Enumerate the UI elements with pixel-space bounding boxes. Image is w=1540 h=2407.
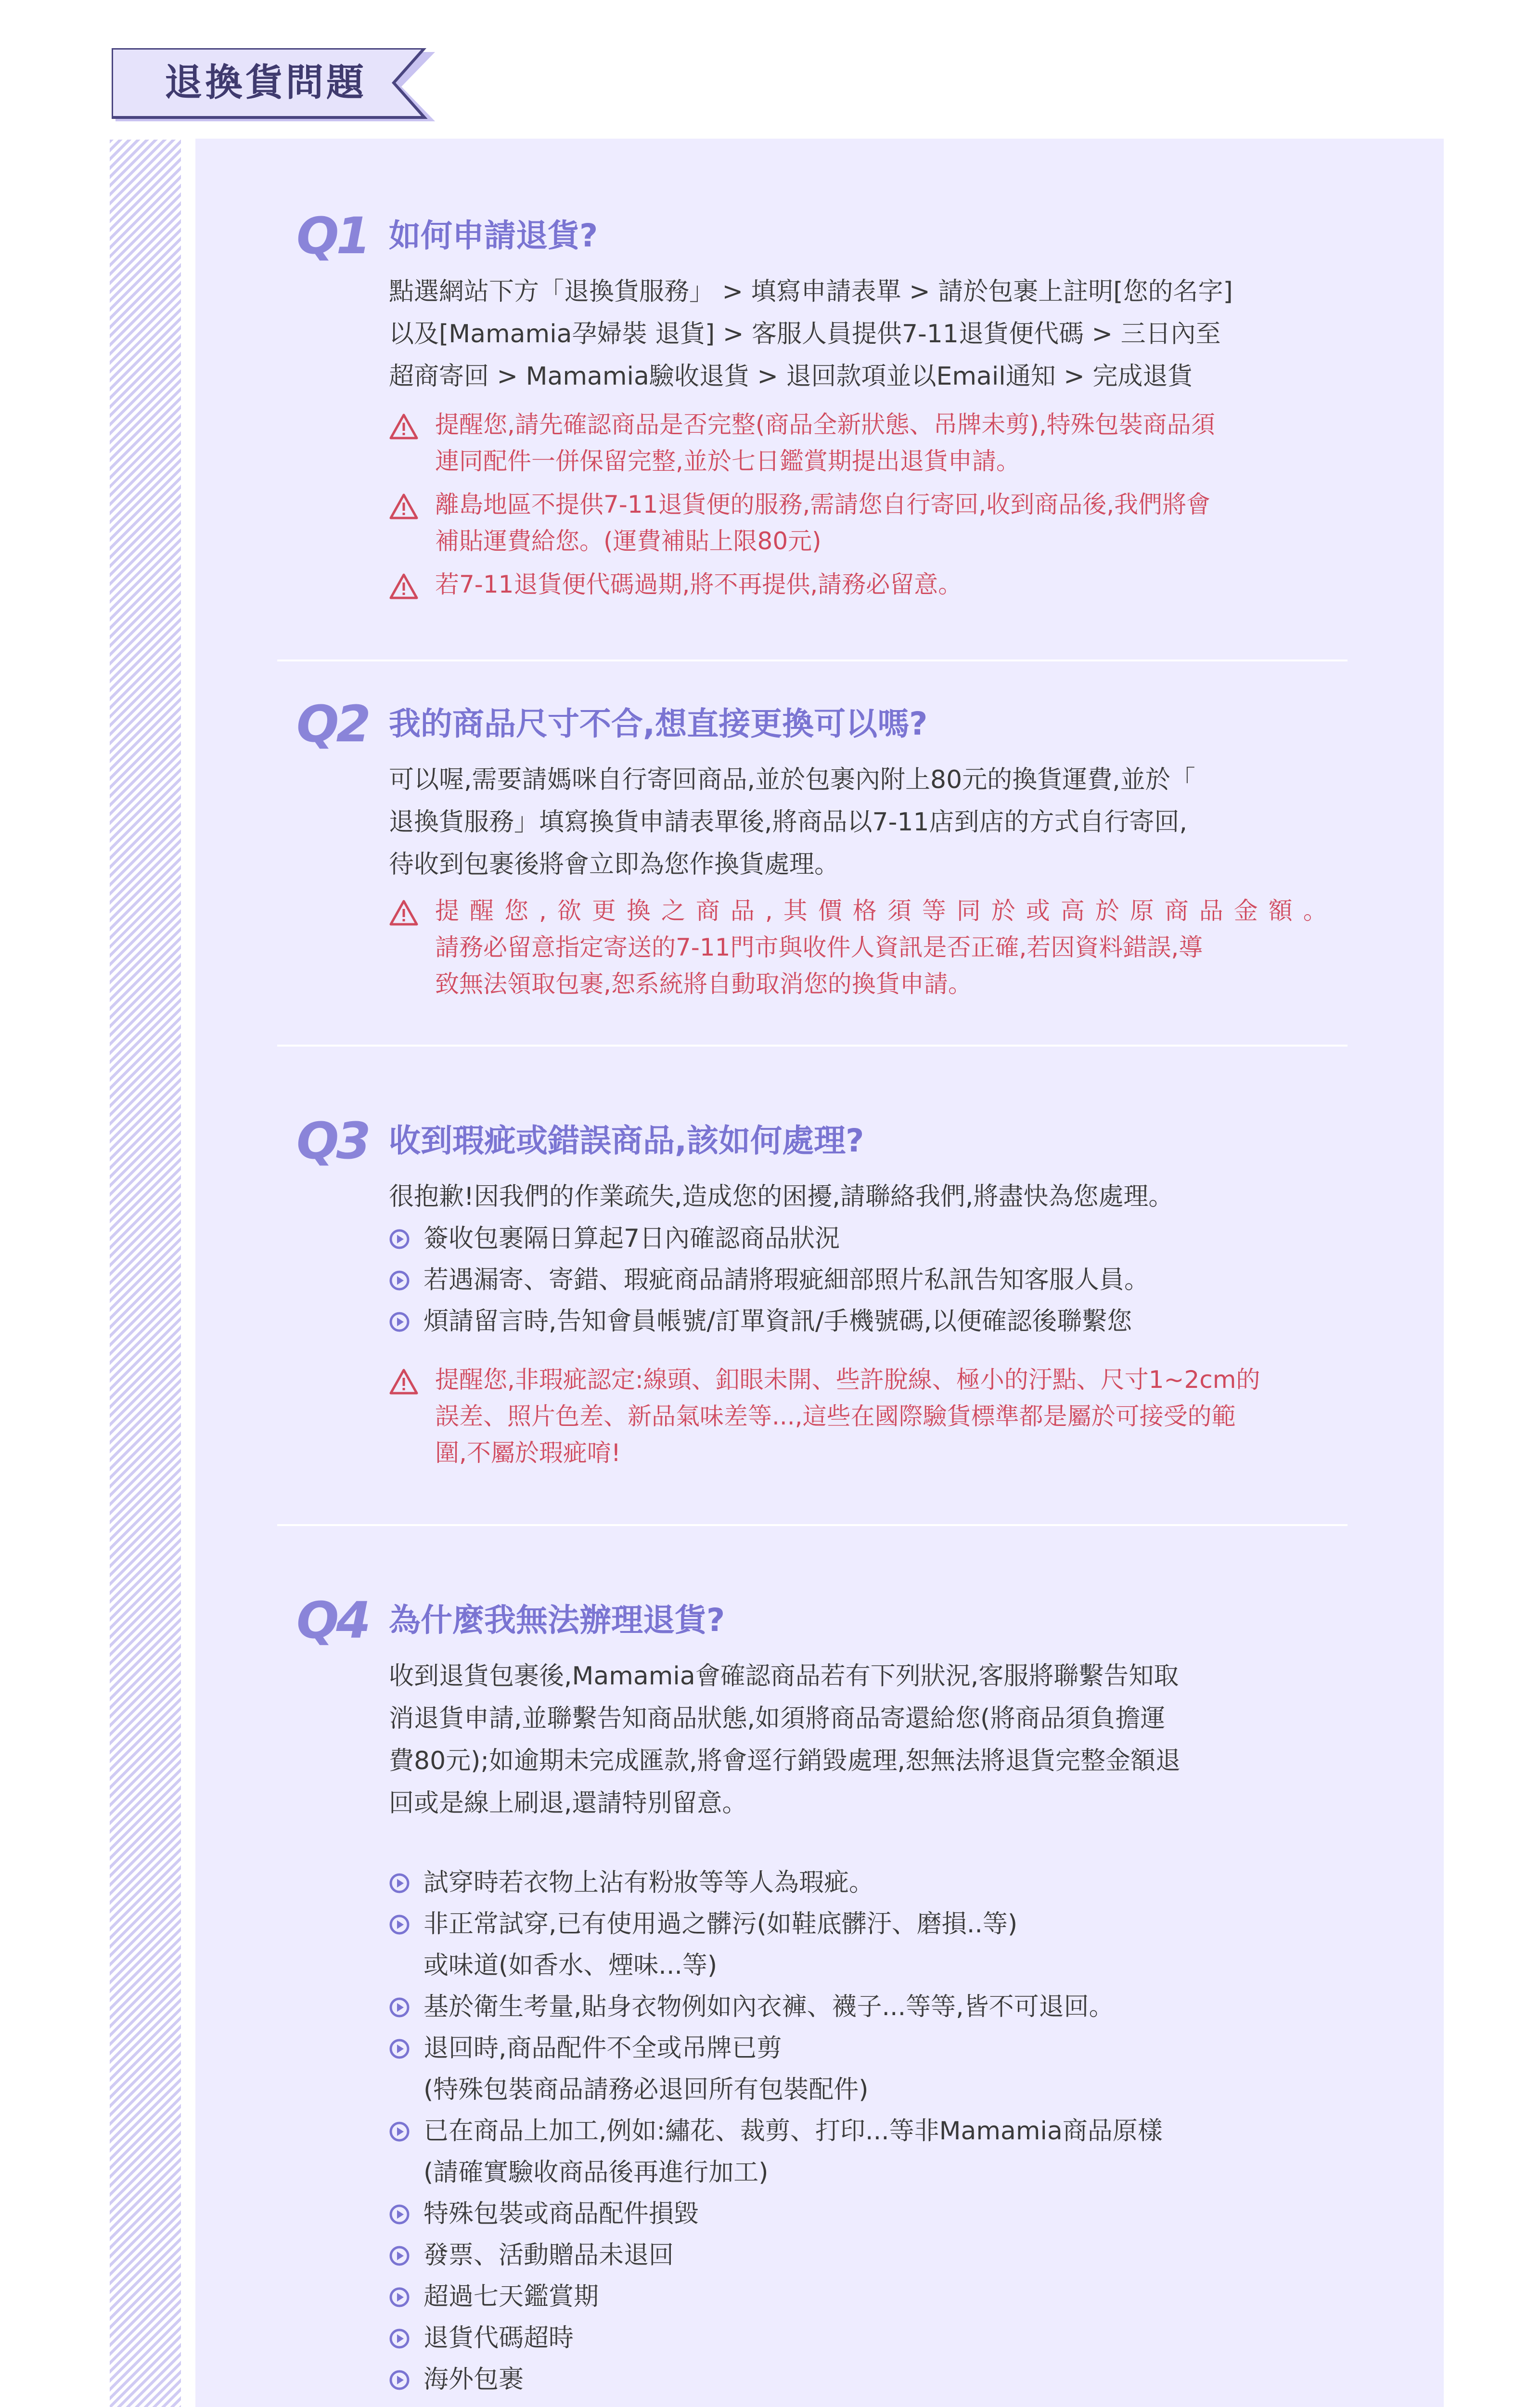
q1-answer: 點選網站下方「退換貨服務」 > 填寫申請表單 > 請於包裹上註明[您的名字] 以及[Mamamia孕婦裝 退貨] > 客服人員提供7-11退貨便代碼 > 三日內至 超商寄回 > Mamamia驗收退貨 > 退回款項並以Email通知 > 完成退貨 xyxy=(389,277,1233,391)
q3-question: 收到瑕疵或錯誤商品,該如何處理? xyxy=(389,1122,864,1159)
section-header-tab xyxy=(112,48,439,117)
q3-answer: 很抱歉!因我們的作業疏失,造成您的困擾,請聯絡我們,將盡快為您處理。 xyxy=(389,1182,1174,1211)
circle-play-icon xyxy=(389,2287,410,2308)
list-item: 退回時,商品配件不全或吊牌已剪 (特殊包裝商品請務必退回所有包裝配件) xyxy=(389,2028,1351,2110)
q4-question: 為什麼我無法辦理退貨? xyxy=(389,1602,725,1639)
q3-bullet-list xyxy=(389,1218,1351,1342)
q2-answer: 可以喔,需要請媽咪自行寄回商品,並於包裹內附上80元的換貨運費,並於「 退換貨服務」填寫換貨申請表單後,將商品以7-11店到店的方式自行寄回, 待收到包裹後將會立即為您作換貨處理。 xyxy=(389,765,1195,879)
circle-play-icon xyxy=(389,1914,410,1935)
circle-play-icon xyxy=(389,2328,410,2349)
list-item: 若遇漏寄、寄錯、瑕疵商品請將瑕疵細部照片私訊告知客服人員。 xyxy=(389,1259,1351,1301)
faq-q4 xyxy=(296,1591,1355,2400)
q2-badge: Q2 xyxy=(296,695,368,753)
circle-play-icon xyxy=(389,1997,410,2018)
warning-triangle-icon xyxy=(389,573,419,600)
warning-triangle-icon xyxy=(389,1368,419,1395)
circle-play-icon xyxy=(389,1873,410,1894)
circle-play-icon xyxy=(389,2204,410,2225)
page-title: 退換貨問題 xyxy=(164,61,367,104)
q1-notice-1: 提醒您,請先確認商品是否完整(商品全新狀態、吊牌未剪),特殊包裝商品須 連同配件一併保留完整,並於七日鑑賞期提出退貨申請。 xyxy=(389,406,1342,479)
q3-notice-1: 提醒您,非瑕疵認定:線頭、釦眼未開、些許脫線、極小的汙點、尺寸1~2cm的 誤差、照片色差、新品氣味差等...,這些在國際驗貨標準都是屬於可接受的範 圍,不屬於瑕疵唷! xyxy=(389,1361,1342,1471)
q2-notice-1: 提醒您,欲更換之商品,其價格須等同於或高於原商品金額。 請務必留意指定寄送的7-11門市與收件人資訊是否正確,若因資料錯誤,導 致無法領取包裹,恕系統將自動取消您的換貨申請。 xyxy=(389,893,1342,1002)
section-divider xyxy=(277,660,1348,661)
faq-q3 xyxy=(296,1112,1355,1471)
q1-question: 如何申請退貨? xyxy=(389,217,598,254)
q3-badge: Q3 xyxy=(296,1112,368,1170)
list-item: 簽收包裹隔日算起7日內確認商品狀況 xyxy=(389,1218,1351,1259)
list-item: 特殊包裝或商品配件損毀 xyxy=(389,2193,1351,2235)
circle-play-icon xyxy=(389,2245,410,2266)
faq-q1 xyxy=(296,207,1355,603)
q1-badge: Q1 xyxy=(296,207,368,265)
circle-play-icon xyxy=(389,2121,410,2142)
list-item: 已在商品上加工,例如:繡花、裁剪、打印...等非Mamamia商品原樣 (請確實驗收商品後再進行加工) xyxy=(389,2110,1351,2193)
list-item: 超過七天鑑賞期 xyxy=(389,2276,1351,2317)
circle-play-icon xyxy=(389,2038,410,2059)
q1-notice-2: 離島地區不提供7-11退貨便的服務,需請您自行寄回,收到商品後,我們將會 補貼運費給您。(運費補貼上限80元) xyxy=(389,486,1342,559)
list-item: 退貨代碼超時 xyxy=(389,2317,1351,2359)
list-item: 海外包裹 xyxy=(389,2359,1351,2400)
list-item: 基於衛生考量,貼身衣物例如內衣褲、襪子...等等,皆不可退回。 xyxy=(389,1986,1351,2028)
list-item: 非正常試穿,已有使用過之髒污(如鞋底髒汙、磨損..等) 或味道(如香水、煙味...等) xyxy=(389,1903,1351,1986)
warning-triangle-icon xyxy=(389,413,419,440)
q1-notice-3: 若7-11退貨便代碼過期,將不再提供,請務必留意。 xyxy=(389,566,1342,603)
decorative-stripe xyxy=(110,140,181,2407)
q4-bullet-list xyxy=(389,1862,1351,2400)
list-item: 發票、活動贈品未退回 xyxy=(389,2235,1351,2276)
warning-triangle-icon xyxy=(389,493,419,520)
circle-play-icon xyxy=(389,1270,410,1291)
circle-play-icon xyxy=(389,2369,410,2391)
faq-q2 xyxy=(296,695,1355,1002)
list-item: 試穿時若衣物上沾有粉妝等等人為瑕疵。 xyxy=(389,1862,1351,1903)
circle-play-icon xyxy=(389,1311,410,1333)
q4-answer: 收到退貨包裹後,Mamamia會確認商品若有下列狀況,客服將聯繫告知取 消退貨申請,並聯繫告知商品狀態,如須將商品寄還給您(將商品須負擔運 費80元);如逾期未完成匯款,將會逕行銷毀處理,恕無法將退貨完整金額退 回或是線上刷退,還請特別留意。 xyxy=(389,1662,1181,1818)
q4-badge: Q4 xyxy=(296,1591,368,1650)
section-divider xyxy=(277,1524,1348,1526)
q2-question: 我的商品尺寸不合,想直接更換可以嗎? xyxy=(389,705,928,742)
circle-play-icon xyxy=(389,1229,410,1250)
warning-triangle-icon xyxy=(389,899,419,926)
list-item: 煩請留言時,告知會員帳號/訂單資訊/手機號碼,以便確認後聯繫您 xyxy=(389,1301,1351,1342)
section-divider xyxy=(277,1045,1348,1047)
